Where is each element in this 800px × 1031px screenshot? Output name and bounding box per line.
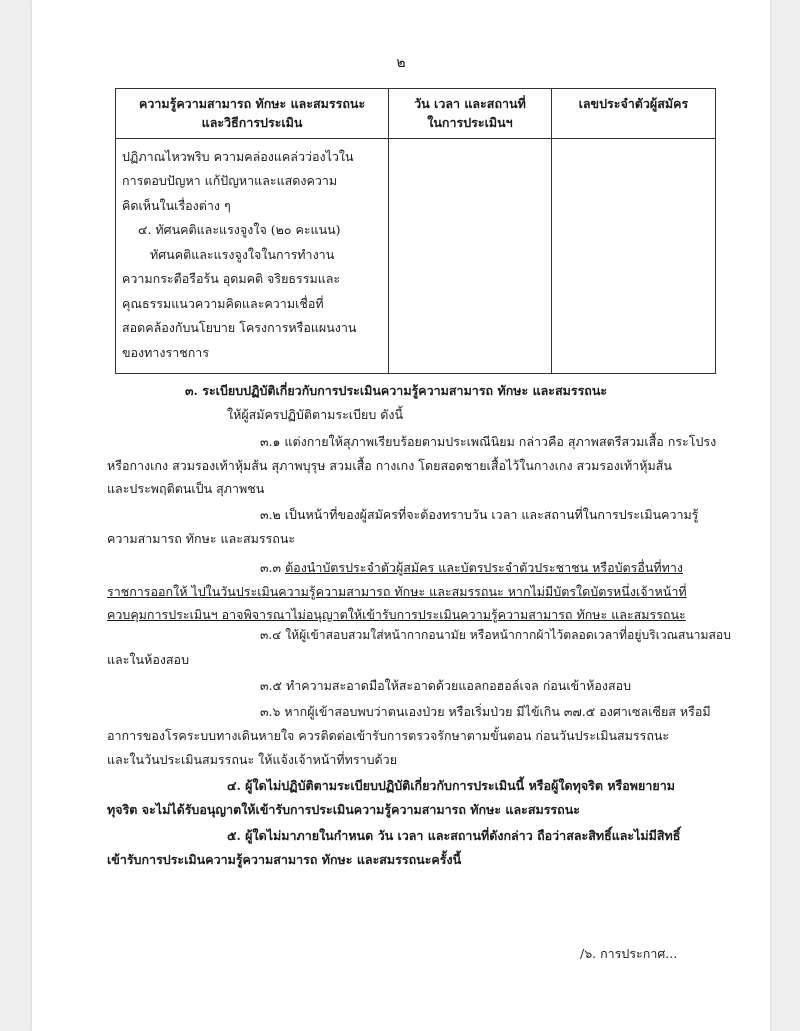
item-3-1-cont: หรือกางเกง สวมรองเท้าหุ้มส้น สุภาพบุรุษ สวมเสื้อ กางเกง โดยสอดชายเสื้อไว้ในกางเกง สวมรองเท้าหุ้มส้น bbox=[107, 458, 672, 473]
date-place-cell bbox=[389, 138, 552, 373]
item-3-4-cont: และในห้องสอบ bbox=[107, 652, 190, 667]
item-3-3 bbox=[260, 558, 683, 578]
item-3-2: ๓.๒ เป็นหน้าที่ของผู้สมัครที่จะต้องทราบวัน เวลา และสถานที่ในการประเมินความรู้ bbox=[260, 507, 699, 522]
cell-line: คุณธรรมแนวความคิดและความเชื่อที่ bbox=[122, 295, 324, 311]
applicant-id-cell bbox=[551, 138, 715, 373]
criteria-table bbox=[115, 88, 716, 374]
section-3-intro: ให้ผู้สมัครปฏิบัติตามระเบียบ ดังนี้ bbox=[227, 407, 404, 422]
cell-line: ความกระตือรือร้น อุดมคติ จริยธรรมและ bbox=[122, 271, 341, 287]
item-3-3-cont: ราชการออกให้ ไปในวันประเมินความรู้ความสามารถ ทักษะ และสมรรถนะ หากไม่มีบัตรใดบัตรหนึ่งเจ้าหน้าที่ bbox=[107, 584, 687, 599]
section-4-cont: ทุจริต จะไม่ได้รับอนุญาตให้เข้ารับการประเมินความรู้ความสามารถ ทักษะ และสมรรถนะ bbox=[107, 802, 580, 817]
item-3-5: ๓.๕ ทำความสะอาดมือให้สะอาดด้วยแอลกอฮอล์เจล ก่อนเข้าห้องสอบ bbox=[260, 678, 632, 693]
header-date-place: วัน เวลา และสถานที่ ในการประเมินฯ bbox=[389, 89, 552, 139]
cell-line: ปฏิภาณไหวพริบ ความคล่องแคล่วว่องไวใน bbox=[122, 148, 354, 164]
item-3-2-cont: ความสามารถ ทักษะ และสมรรถนะ bbox=[107, 531, 296, 546]
header-criteria: ความรู้ความสามารถ ทักษะ และสมรรถนะ และวิธีการประเมิน bbox=[116, 89, 389, 139]
item-3-3-number: ๓.๓ bbox=[260, 560, 282, 575]
page-number: ๒ bbox=[396, 55, 406, 71]
item-3-3-cont: ควบคุมการประเมินฯ อาจพิจารณาไม่อนุญาตให้เข้ารับการประเมินความรู้ความสามารถ ทักษะ และสมรรถนะ bbox=[107, 607, 686, 622]
cell-line: คิดเห็นในเรื่องต่าง ๆ bbox=[122, 197, 231, 213]
section-5-cont: เข้ารับการประเมินความรู้ความสามารถ ทักษะ และสมรรถนะครั้งนี้ bbox=[107, 852, 462, 867]
table-row bbox=[116, 138, 716, 373]
document-page bbox=[32, 0, 770, 1031]
header-applicant-id: เลขประจำตัวผู้สมัคร bbox=[551, 89, 715, 139]
item-3-1-cont: และประพฤติตนเป็น สุภาพชน bbox=[107, 481, 265, 496]
cell-line: ของทางราชการ bbox=[122, 344, 210, 360]
section-3-heading: ๓. ระเบียบปฏิบัติเกี่ยวกับการประเมินความรู้ความสามารถ ทักษะ และสมรรถนะ bbox=[185, 383, 608, 398]
item-3-6: ๓.๖ หากผู้เข้าสอบพบว่าตนเองป่วย หรือเริ่มป่วย มีไข้เกิน ๓๗.๕ องศาเซลเซียส หรือมี bbox=[260, 704, 711, 719]
table-header-row bbox=[116, 89, 716, 139]
item-3-3-text: ต้องนำบัตรประจำตัวผู้สมัคร และบัตรประจำตัวประชาชน หรือบัตรอื่นที่ทาง bbox=[285, 560, 683, 575]
cell-line: ทัศนคติและแรงจูงใจในการทำงาน bbox=[150, 246, 335, 262]
continuation-footer: /๖. การประกาศ... bbox=[580, 946, 678, 961]
criteria-cell bbox=[116, 138, 389, 373]
cell-line: การตอบปัญหา แก้ปัญหาและแสดงความ bbox=[122, 173, 338, 189]
item-3-1: ๓.๑ แต่งกายให้สุภาพเรียบร้อยตามประเพณีนิยม กล่าวคือ สุภาพสตรีสวมเสื้อ กระโปรง bbox=[260, 434, 717, 449]
item-3-4: ๓.๔ ให้ผู้เข้าสอบสวมใส่หน้ากากอนามัย หรือหน้ากากผ้าไว้ตลอดเวลาที่อยู่บริเวณสนามสอบ bbox=[260, 628, 731, 642]
item-3-6-cont: อาการของโรคระบบทางเดินหายใจ ควรติดต่อเข้ารับการตรวจรักษาตามขั้นตอน ก่อนวันประเมินสมรรถนะ bbox=[107, 728, 670, 743]
item-3-6-cont: และในวันประเมินสมรรถนะ ให้แจ้งเจ้าหน้าที่ทราบด้วย bbox=[107, 752, 398, 767]
section-5: ๕. ผู้ใดไม่มาภายในกำหนด วัน เวลา และสถานที่ดังกล่าว ถือว่าสละสิทธิ์และไม่มีสิทธิ์ bbox=[227, 828, 681, 843]
section-4: ๔. ผู้ใดไม่ปฏิบัติตามระเบียบปฏิบัติเกี่ยวกับการประเมินนี้ หรือผู้ใดทุจริต หรือพยายาม bbox=[227, 778, 675, 793]
cell-line: สอดคล้องกับนโยบาย โครงการหรือแผนงาน bbox=[122, 320, 357, 336]
cell-line: ๔. ทัศนคติและแรงจูงใจ (๒๐ คะแนน) bbox=[138, 222, 341, 238]
